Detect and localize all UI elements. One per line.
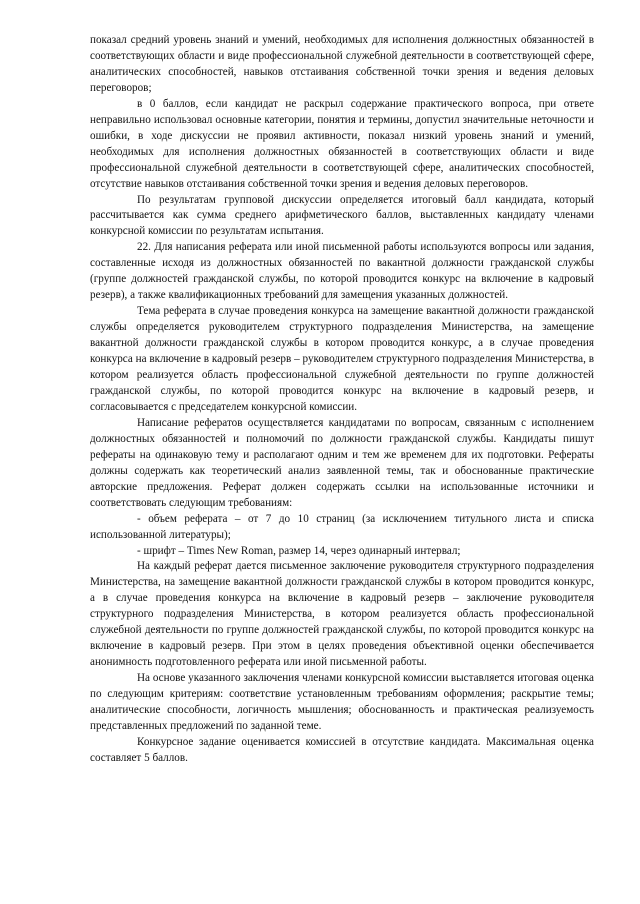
paragraph-essay-topic: Тема реферата в случае проведения конкурса на замещение вакантной должности гражданской службы определяется руководителем структурного подразделения Министерства, на замещение вакантной должности гражданской службы в котором проводится конкурс, а в случае проведения конкурса на включение в кадровый резерв – руководителем структурного подразделения Министерства, в котором реализуется область профессиональной служебной деятельности по группе должностей гражданской службы, по которой проводится конкурс на включение в кадровый резерв, и согласовывается с председателем конкурсной комиссии. [90, 305, 594, 413]
paragraph-essay-review: На каждый реферат дается письменное заключение руководителя структурного подразделения Министерства, на замещение вакантной должности гражданской службы в котором проводится конкурс, а в случае проведения конкурса на включение в кадровый резерв – заключение руководителя структурного подразделения Министерства, в котором реализуется область профессиональной служебной деятельности по группе должностей гражданской службы, по которой проводится конкурс на включение в кадровый резерв. При этом в целях проведения объективной оценки обеспечивается анонимность подготовленного реферата или иной письменной работы. [90, 560, 594, 669]
paragraph-clause-22: 22. Для написания реферата или иной письменной работы используются вопросы или задания, составленные исходя из должностных обязанностей по вакантной должности гражданской службы (группе должностей гражданской службы, по которой проводится конкурс на включение в кадровый резерв), а также квалификационных требований для замещения указанных должностей. [90, 241, 594, 302]
paragraph-essay-writing: Написание рефератов осуществляется кандидатами по вопросам, связанным с исполнением должностных обязанностей и полномочий по должности гражданской службы. Кандидаты пишут рефераты на одинаковую тему и располагают одним и тем же временем для их подготовки. Рефераты должны содержать как теоретический анализ заявленной темы, так и обоснованные практические авторские предложения. Реферат должен содержать ссылки на использованные источники и соответствовать следующим требованиям: [90, 416, 594, 509]
list-item-essay-font: - шрифт – Times New Roman, размер 14, через одинарный интервал; [137, 544, 461, 557]
paragraph-average-score: показал средний уровень знаний и умений, необходимых для исполнения должностных обязанностей в соответствующих области и виде профессиональной служебной деятельности в соответствующей сфере, аналитических способностей, навыков отстаивания собственной точки зрения и ведения деловых переговоров; [90, 34, 594, 94]
paragraph-evaluation-criteria: На основе указанного заключения членами конкурсной комиссии выставляется итоговая оценка по следующим критериям: соответствие установленным требованиям оформления; раскрытие темы; аналитические способности, логичность мышления; обоснованность и практическая реализуемость представленных предложений по заданной теме. [90, 672, 594, 732]
paragraph-final-score: По результатам групповой дискуссии определяется итоговый балл кандидата, который рассчитывается как сумма среднего арифметического баллов, выставленных кандидату членами конкурсной комиссии по результатам испытания. [90, 193, 594, 238]
paragraph-zero-score: в 0 баллов, если кандидат не раскрыл содержание практического вопроса, при ответе неправильно использовал основные категории, понятия и термины, допустил значительные неточности и ошибки, в ходе дискуссии не проявил активности, показал низкий уровень знаний и умений, необходимых для исполнения должностных обязанностей в соответствующих области и виде профессиональной служебной деятельности в соответствующей сфере, аналитических способностей, отсутствие навыков отстаивания собственной точки зрения и ведения деловых переговоров. [90, 97, 594, 190]
list-item-essay-length: - объем реферата – от 7 до 10 страниц (за исключением титульного листа и списка использованной литературы); [90, 512, 594, 541]
document-page [90, 33, 594, 767]
paragraph-max-score: Конкурсное задание оценивается комиссией в отсутствие кандидата. Максимальная оценка составляет 5 баллов. [90, 735, 594, 764]
